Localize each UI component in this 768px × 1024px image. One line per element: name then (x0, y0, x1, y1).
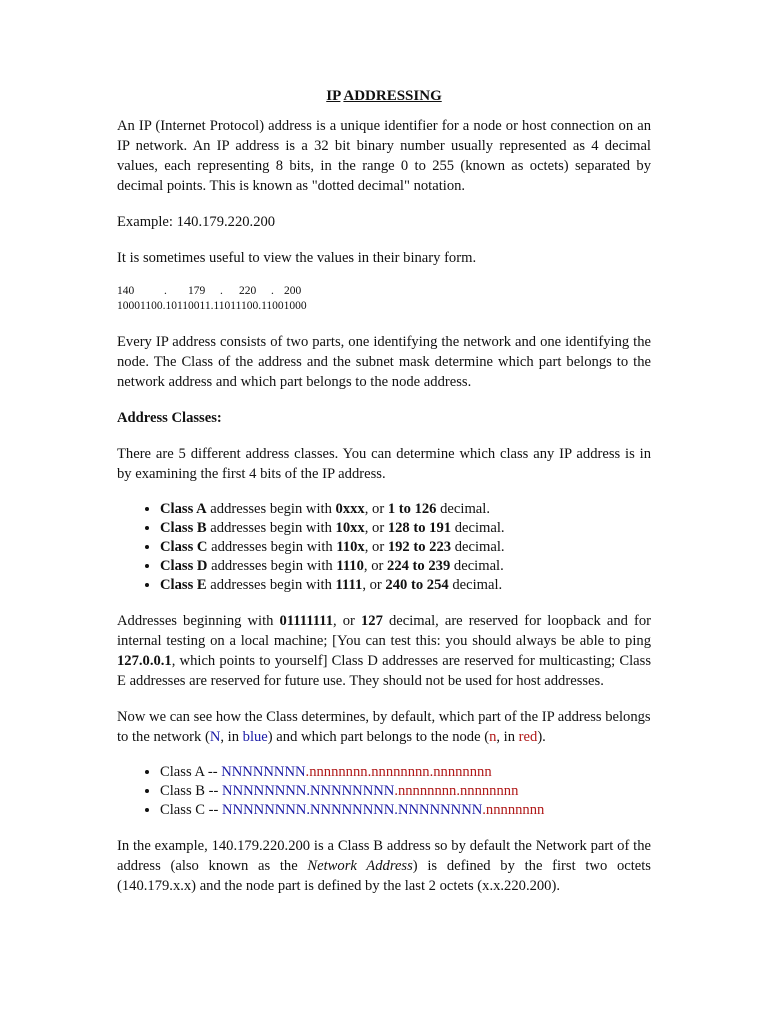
list-item: • Class C -- NNNNNNNN.NNNNNNNN.NNNNNNNN.nnnnnnnn (160, 801, 651, 820)
octet-2: 179 (188, 285, 206, 297)
octet-1: 140 (117, 285, 135, 297)
loopback-paragraph: Addresses beginning with 01111111, or 127 decimal, are reserved for loopback and for internal testing on a local machine; [You can test this: you should always be able to ping 127.0.0.1, which points to yourself] Class D addresses are reserved for multicasting; Class E addresses are reserved for future use. They should not be used for host addresses. (117, 613, 651, 689)
octet-dot-3: . (271, 285, 274, 297)
octet-dot-2: . (220, 285, 223, 297)
address-classes-list (117, 500, 651, 595)
list-item: • Class C addresses begin with 110x, or 192 to 223 decimal. (160, 538, 651, 557)
list-item: • Class A -- NNNNNNNN.nnnnnnnn.nnnnnnnn.nnnnnnnn (160, 763, 651, 782)
page-title (117, 86, 651, 106)
class-determines-paragraph: Now we can see how the Class determines, by default, which part of the IP address belongs to the network (N, in blue) and which part belongs to the node (n, in red). (117, 709, 651, 745)
address-classes-heading: Address Classes: (117, 410, 222, 426)
binary-value-row: 10001100.10110011.11011100.11001000 (117, 300, 307, 312)
list-item: • Class D addresses begin with 1110, or 224 to 239 decimal. (160, 557, 651, 576)
octet-3: 220 (239, 285, 257, 297)
binary-example (117, 284, 651, 314)
class-masks-list (117, 763, 651, 820)
title-word-ip: IP (326, 88, 341, 104)
example-explain-paragraph: In the example, 140.179.220.200 is a Class B address so by default the Network part of the address (also known as the Network Address) is defined by the first two octets (140.179.x.x) and the node part is defined by the last 2 octets (x.x.220.200). (117, 838, 651, 894)
list-item: • Class E addresses begin with 1111, or 240 to 254 decimal. (160, 576, 651, 595)
title-word-addressing: ADDRESSING (343, 88, 442, 104)
list-item: • Class A addresses begin with 0xxx, or 1 to 126 decimal. (160, 500, 651, 519)
example-line: Example: 140.179.220.200 (117, 214, 276, 230)
intro-paragraph: An IP (Internet Protocol) address is a unique identifier for a node or host connection on an IP network. An IP address is a 32 bit binary number usually represented as 4 decimal values, each representing 8 bits, in the range 0 to 255 (known as octets) separated by decimal points. This is known as "dotted decimal" notation. (117, 118, 651, 194)
classes-intro-paragraph: There are 5 different address classes. You can determine which class any IP address is in by examining the first 4 bits of the IP address. (117, 446, 651, 482)
two-parts-paragraph: Every IP address consists of two parts, one identifying the network and one identifying the node. The Class of the address and the subnet mask determine which part belongs to the network address and which part belongs to the node address. (117, 334, 651, 390)
octet-4: 200 (284, 285, 302, 297)
octet-dot-1: . (164, 285, 167, 297)
binary-intro-paragraph: It is sometimes useful to view the values in their binary form. (117, 250, 477, 266)
decimal-octets-row (117, 284, 651, 299)
list-item: • Class B addresses begin with 10xx, or 128 to 191 decimal. (160, 519, 651, 538)
list-item: • Class B -- NNNNNNNN.NNNNNNNN.nnnnnnnn.nnnnnnnn (160, 782, 651, 801)
